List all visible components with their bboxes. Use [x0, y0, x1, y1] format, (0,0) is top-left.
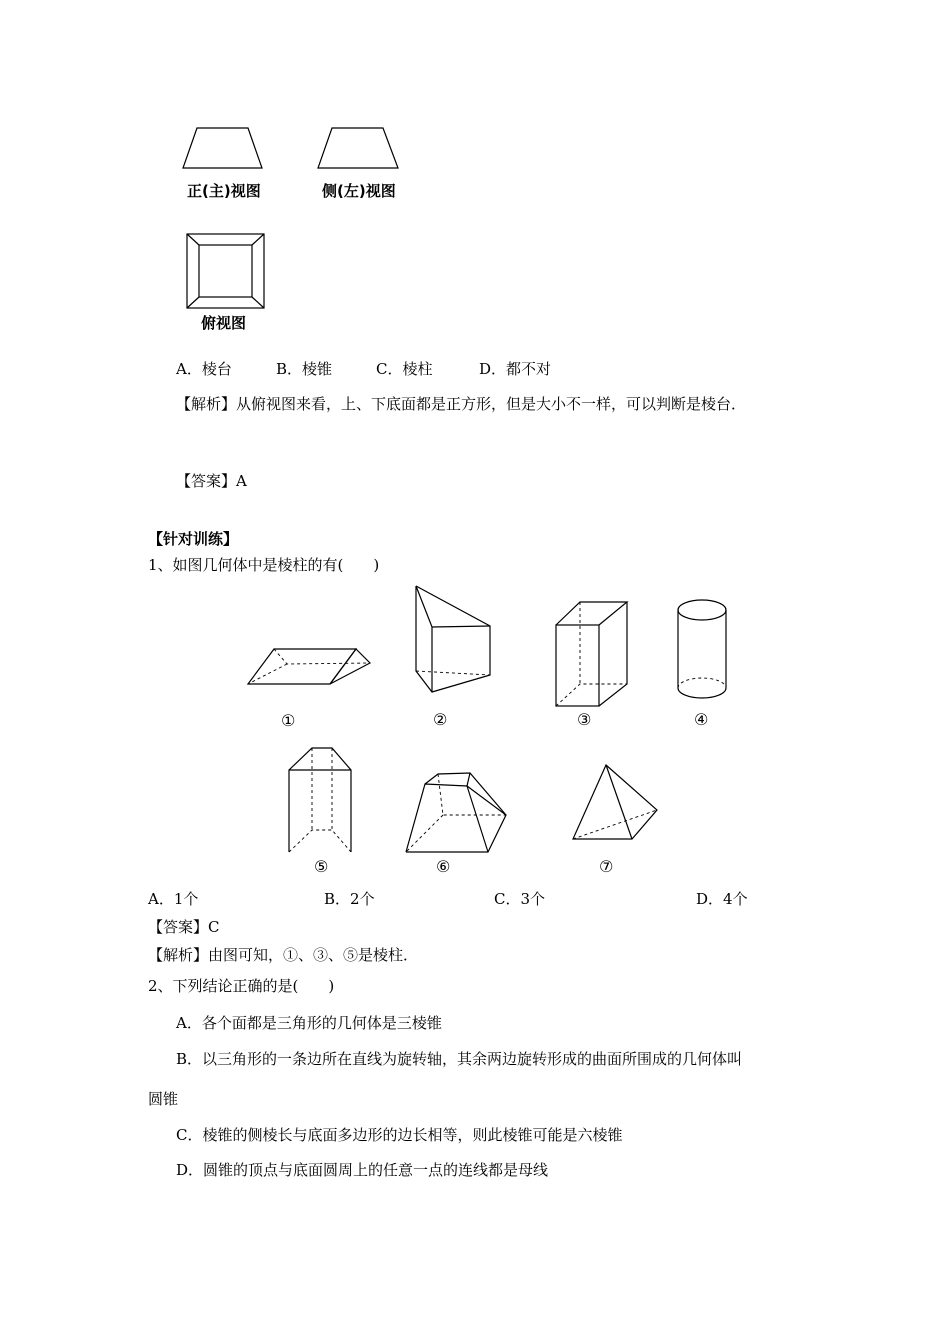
section-title: 【针对训练】 — [148, 530, 239, 548]
q1-analysis: 【解析】由图可知，①、③、⑤是棱柱． — [148, 946, 419, 964]
solid-1-label: ① — [281, 711, 296, 730]
q1-option-a: A．1个 — [148, 890, 199, 908]
solid-6-label: ⑥ — [436, 857, 451, 876]
q2-option-a: A．各个面都是三角形的几何体是三棱锥 — [176, 1014, 442, 1032]
q2-option-c: C．棱锥的侧棱长与底面多边形的边长相等，则此棱锥可能是六棱锥 — [176, 1126, 623, 1144]
q2-option-b-line1: B．以三角形的一条边所在直线为旋转轴，其余两边旋转形成的曲面所围成的几何体叫 — [176, 1050, 743, 1068]
q0-analysis: 【解析】从俯视图来看，上、下底面都是正方形，但是大小不一样，可以判断是棱台． — [176, 395, 747, 413]
solid-7-pyramid — [573, 765, 657, 839]
q1-option-b: B．2个 — [324, 890, 375, 908]
solid-2-prism — [416, 586, 490, 692]
solid-4-cylinder — [678, 600, 726, 698]
solid-4-label: ④ — [694, 710, 709, 729]
front-view-figure — [0, 0, 950, 340]
side-view-label: 侧(左)视图 — [322, 182, 396, 200]
q1-answer: 【答案】C — [148, 918, 220, 936]
solid-7-label: ⑦ — [599, 857, 614, 876]
solid-3-label: ③ — [577, 710, 592, 729]
solid-5-label: ⑤ — [314, 857, 329, 876]
q2-stem: 2、下列结论正确的是( ) — [148, 977, 335, 995]
q0-option-b: B．棱锥 — [276, 360, 333, 378]
solid-2-label: ② — [433, 710, 448, 729]
q2-option-d: D．圆锥的顶点与底面圆周上的任意一点的连线都是母线 — [176, 1161, 549, 1179]
q0-option-c: C．棱柱 — [376, 360, 433, 378]
q1-stem: 1、如图几何体中是棱柱的有( ) — [148, 556, 380, 574]
front-view-label: 正(主)视图 — [187, 182, 261, 200]
q1-option-d: D．4个 — [696, 890, 748, 908]
top-view-label: 俯视图 — [201, 314, 247, 332]
q1-option-c: C．3个 — [494, 890, 546, 908]
solid-1-prism — [248, 649, 370, 684]
solid-5-prism — [289, 748, 351, 852]
solid-3-cuboid — [556, 602, 627, 706]
solids-figure — [0, 580, 950, 860]
q0-answer: 【答案】A — [176, 472, 247, 490]
q0-option-d: D．都不对 — [479, 360, 552, 378]
q0-option-a: A．棱台 — [176, 360, 232, 378]
q2-option-b-line2: 圆锥 — [148, 1090, 179, 1108]
solid-6-frustum — [406, 773, 506, 852]
